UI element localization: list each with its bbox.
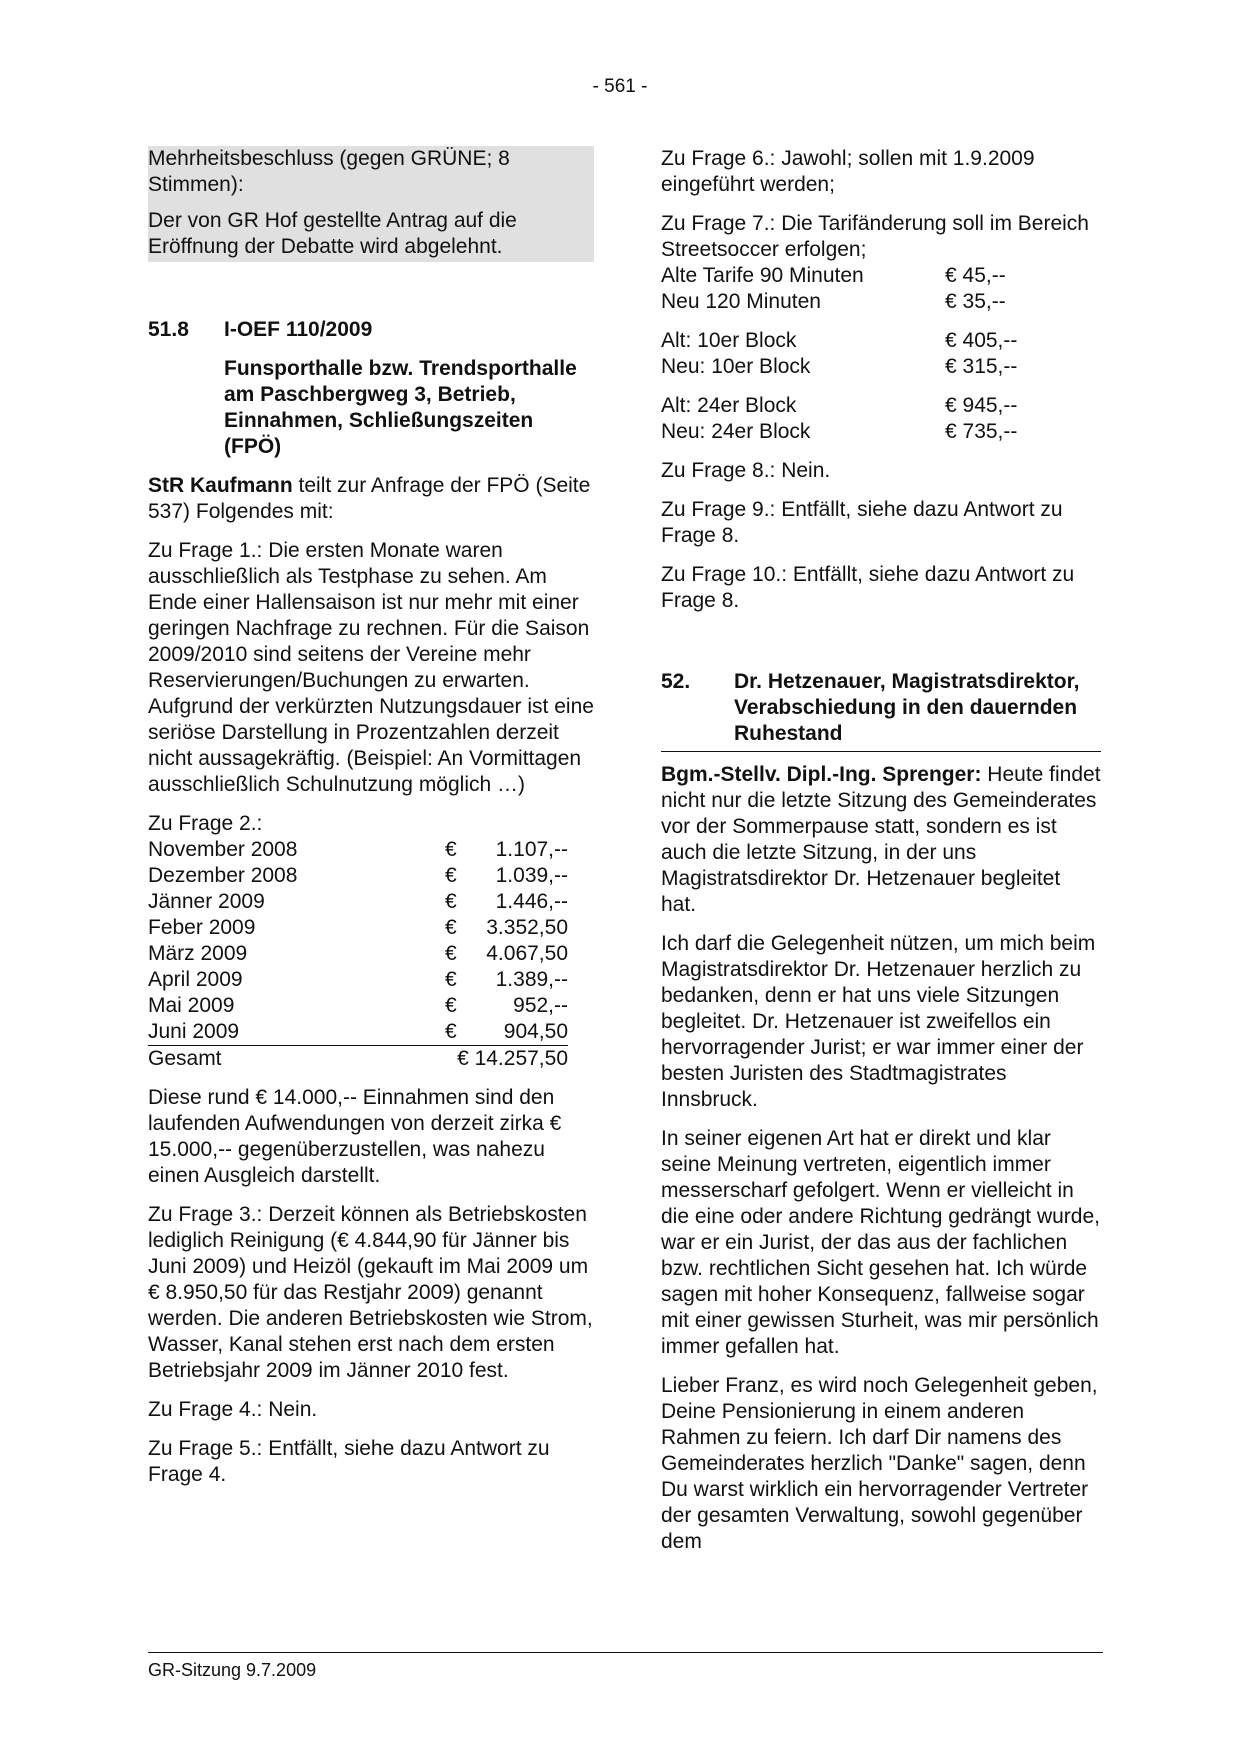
section-number: 51.8 (148, 318, 189, 341)
answer-7: Zu Frage 7.: Die Tarifänderung soll im Bereich Streetsoccer erfolgen; (661, 212, 1089, 261)
revenue-amount: 1.039,-- (495, 864, 568, 887)
section-51-8 (148, 317, 594, 460)
revenue-amount: 1.446,-- (495, 890, 568, 913)
answer-8: Zu Frage 8.: Nein. (661, 459, 831, 482)
revenue-currency: € (445, 838, 457, 861)
revenue-month: Juni 2009 (148, 1019, 445, 1046)
answer-6: Zu Frage 6.: Jawohl; sollen mit 1.9.2009 eingeführt werden; (661, 147, 1035, 196)
answer-1: Zu Frage 1.: Die ersten Monate waren ausschließlich als Testphase zu sehen. Am Ende einer Hallensaison ist nur mehr mit einer geringen Nachfrage zu rechnen. Für die Saison 2009/2010 sind seitens der Vereine mehr Reservierungen/Buchungen zu erwarten. Aufgrund der verkürzten Nutzungsdauer ist eine seriöse Darstellung in Prozentzahlen derzeit nicht aussagekräftig. (Beispiel: An Vormittagen ausschließlich Schulnutzung möglich …) (148, 539, 594, 796)
answer-9: Zu Frage 9.: Entfällt, siehe dazu Antwort zu Frage 8. (661, 498, 1063, 547)
revenue-amount: 4.067,50 (486, 942, 568, 965)
intro-text: teilt zur Anfrage der FPÖ (Seite 537) Folgendes mit: (148, 474, 591, 523)
answer-10: Zu Frage 10.: Entfällt, siehe dazu Antwort zu Frage 8. (661, 563, 1075, 612)
tariff-label: Neu: 10er Block (661, 355, 811, 378)
revenue-row (148, 967, 568, 993)
tariff-label: Neu: 24er Block (661, 420, 811, 443)
speech-paragraph-3: In seiner eigenen Art hat er direkt und klar seine Meinung vertreten, eigentlich immer messerscharf gefolgert. Wenn er vielleicht in die eine oder andere Richtung gedrängt wurde, war er ein Jurist, der das aus der fachlichen bzw. rechtlichen Sicht gesehen hat. Ich würde sagen mit hoher Konsequenz, fallweise sogar mit einer gewissen Sturheit, was mir persönlich immer gefallen hat. (661, 1127, 1100, 1358)
revenue-amount: 904,50 (469, 1019, 568, 1046)
speech-paragraph-2: Ich darf die Gelegenheit nützen, um mich beim Magistratsdirektor Dr. Hetzenauer herzlich zu bedanken, denn er hat uns viele Sitzungen begleitet. Dr. Hetzenauer ist zweifellos ein hervorragender Jurist; er war immer einer der besten Juristen des Stadtmagistrates Innsbruck. (661, 932, 1096, 1111)
tariff-label: Alt: 24er Block (661, 394, 797, 417)
tariff-row (661, 393, 1061, 419)
revenue-total-row (148, 1046, 568, 1073)
resolution-box (148, 146, 594, 262)
section-subject: Funsporthalle bzw. Trendsporthalle am Paschbergweg 3, Betrieb, Einnahmen, Schließungszeiten (FPÖ) (224, 357, 577, 458)
revenue-total-value: € 14.257,50 (457, 1047, 568, 1070)
revenue-amount: 1.389,-- (495, 968, 568, 991)
tariff-label: Neu 120 Minuten (661, 290, 821, 313)
revenue-month: Mai 2009 (148, 994, 235, 1017)
answer-5: Zu Frage 5.: Entfällt, siehe dazu Antwort zu Frage 4. (148, 1437, 550, 1486)
section-code: I-OEF 110/2009 (224, 318, 373, 341)
speech-text-1: Heute findet nicht nur die letzte Sitzung des Gemeinderates vor der Sommerpause statt, sondern es ist auch die letzte Sitzung, in der uns Magistratsdirektor Dr. Hetzenauer begleitet hat. (661, 763, 1101, 916)
tariff-row (661, 289, 1061, 315)
answer-3: Zu Frage 3.: Derzeit können als Betriebskosten lediglich Reinigung (€ 4.844,90 für Jänner bis Juni 2009) und Heizöl (gekauft im Mai 2009 um € 8.950,50 für das Restjahr 2009) genannt werden. Die anderen Betriebskosten wie Strom, Wasser, Kanal stehen erst nach dem ersten Betriebsjahr 2009 im Jänner 2010 fest. (148, 1203, 593, 1382)
tariff-price: € 35,-- (945, 290, 1006, 313)
tariff-table-2 (661, 328, 1061, 380)
footer-text: GR-Sitzung 9.7.2009 (148, 1660, 317, 1680)
revenue-total-label: Gesamt (148, 1047, 222, 1070)
revenue-month: März 2009 (148, 942, 248, 965)
revenue-table (148, 837, 568, 1072)
answer-2-label: Zu Frage 2.: (148, 812, 263, 835)
revenue-amount: 1.107,-- (495, 838, 568, 861)
revenue-currency: € (445, 994, 457, 1017)
revenue-row (148, 1019, 568, 1046)
right-column (661, 146, 1101, 1568)
revenue-month: November 2008 (148, 838, 298, 861)
tariff-price: € 735,-- (945, 420, 1018, 443)
tariff-row (661, 328, 1061, 354)
footer-rule (148, 1652, 1103, 1653)
revenue-month: Feber 2009 (148, 916, 256, 939)
tariff-price: € 945,-- (945, 394, 1018, 417)
revenue-row (148, 889, 568, 915)
revenue-row (148, 915, 568, 941)
revenue-amount: 952,-- (513, 994, 568, 1017)
speech-speaker: Bgm.-Stellv. Dipl.-Ing. Sprenger: (661, 763, 982, 786)
speech-paragraph-4: Lieber Franz, es wird noch Gelegenheit geben, Deine Pensionierung in einem anderen Rahmen zu feiern. Ich darf Dir namens des Gemeinderates herzlich "Danke" sagen, denn Du warst wirklich ein hervorragender Vertreter der gesamten Verwaltung, sowohl gegenüber dem (661, 1374, 1098, 1553)
resolution-text: Der von GR Hof gestellte Antrag auf die Eröffnung der Debatte wird abgelehnt. (148, 209, 517, 258)
left-column (148, 146, 594, 1501)
intro-paragraph (148, 473, 594, 525)
resolution-vote: Mehrheitsbeschluss (gegen GRÜNE; 8 Stimmen): (148, 147, 510, 196)
section-heading (148, 317, 594, 343)
tariff-price: € 405,-- (945, 329, 1018, 352)
page-number: - 561 - (592, 76, 648, 97)
section-52-number: 52. (661, 670, 691, 693)
tariff-row (661, 263, 1061, 289)
revenue-row (148, 837, 568, 863)
section-52-heading (661, 669, 1101, 752)
revenue-month: April 2009 (148, 968, 243, 991)
tariff-table-1 (661, 263, 1061, 315)
tariff-row (661, 354, 1061, 380)
tariff-label: Alt: 10er Block (661, 329, 797, 352)
revenue-currency: € (445, 942, 457, 965)
tariff-price: € 45,-- (945, 264, 1006, 287)
revenue-currency: € (445, 916, 457, 939)
section-52-title: Dr. Hetzenauer, Magistratsdirektor, Verabschiedung in den dauernden Ruhestand (734, 670, 1080, 745)
revenue-row (148, 863, 568, 889)
revenue-row (148, 941, 568, 967)
answer-4: Zu Frage 4.: Nein. (148, 1398, 318, 1421)
revenue-row (148, 993, 568, 1019)
revenue-currency: € (445, 1019, 469, 1046)
revenue-month: Jänner 2009 (148, 890, 265, 913)
revenue-currency: € (445, 968, 457, 991)
revenue-currency: € (445, 864, 457, 887)
revenue-currency: € (445, 890, 457, 913)
tariff-table-3 (661, 393, 1061, 445)
revenue-month: Dezember 2008 (148, 864, 298, 887)
tariff-price: € 315,-- (945, 355, 1018, 378)
revenue-amount: 3.352,50 (486, 916, 568, 939)
answer-2-note: Diese rund € 14.000,-- Einnahmen sind den laufenden Aufwendungen von derzeit zirka € 15.000,-- gegenüberzustellen, was nahezu einen Ausgleich darstellt. (148, 1086, 562, 1187)
tariff-label: Alte Tarife 90 Minuten (661, 264, 864, 287)
speech-paragraph-1 (661, 762, 1101, 918)
intro-speaker: StR Kaufmann (148, 474, 293, 497)
tariff-row (661, 419, 1061, 445)
